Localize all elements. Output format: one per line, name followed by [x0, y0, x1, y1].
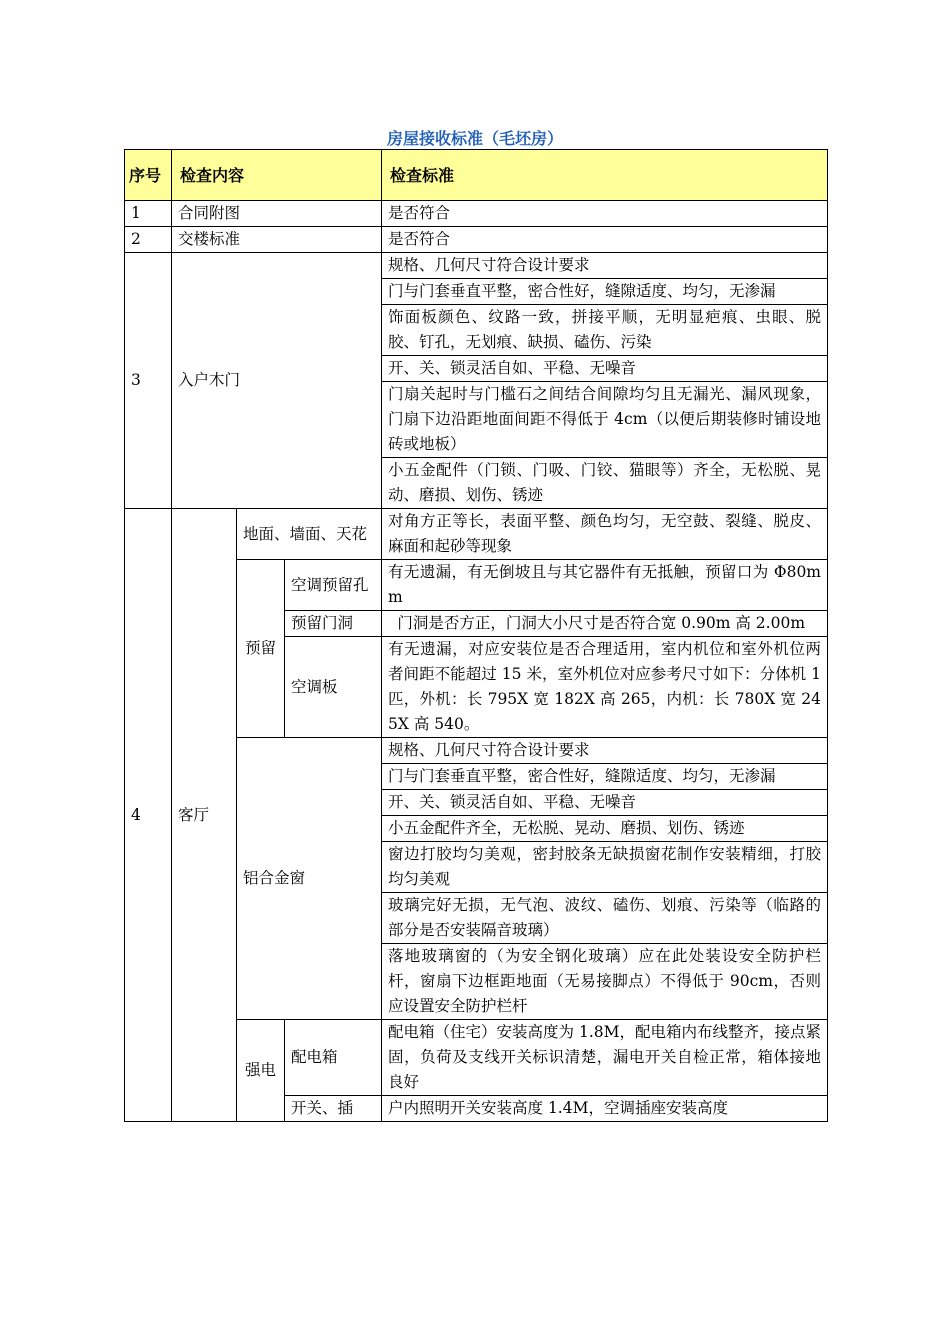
header-seq: 序号: [125, 150, 172, 201]
table-header-row: [125, 150, 828, 201]
sub-item-label: 配电箱: [285, 1020, 382, 1096]
aluminum-window-label: 铝合金窗: [237, 738, 382, 1020]
standard-cell: 小五金配件（门锁、门吸、门铰、猫眼等）齐全，无松脱、晃动、磨损、划伤、锈迹: [382, 458, 828, 509]
standard-cell: 开、关、锁灵活自如、平稳、无噪音: [382, 790, 828, 816]
standard-cell: 有无遗漏，有无倒坡且与其它器件有无抵触，预留口为 Φ80mm: [382, 560, 828, 611]
table-row: [125, 253, 828, 279]
standard-cell: 规格、几何尺寸符合设计要求: [382, 253, 828, 279]
seq-cell: 2: [125, 227, 172, 253]
page-title: 房屋接收标准（毛坯房）: [386, 129, 563, 148]
content-cell: 客厅: [172, 509, 237, 1122]
seq-cell: 1: [125, 201, 172, 227]
table-row: [125, 509, 828, 560]
standard-cell: 门与门套垂直平整，密合性好，缝隙适度、均匀，无渗漏: [382, 279, 828, 305]
standard-cell: 门扇关起时与门槛石之间结合间隙均匀且无漏光、漏风现象，门扇下边沿距地面间距不得低于 4cm（以便后期装修时铺设地砖或地板）: [382, 382, 828, 458]
inspection-standards-table: [124, 149, 828, 1122]
sub-item-label: 空调预留孔: [285, 560, 382, 611]
sub-item-label: 空调板: [285, 637, 382, 738]
standard-cell: 是否符合: [382, 201, 828, 227]
standard-cell: 玻璃完好无损，无气泡、波纹、磕伤、划痕、污染等（临路的部分是否安装隔音玻璃）: [382, 893, 828, 944]
header-content: 检查内容: [172, 150, 382, 201]
sub-item-label: 开关、插: [285, 1096, 382, 1122]
standard-cell: 饰面板颜色、纹路一致，拼接平顺，无明显疤痕、虫眼、脱胶、钉孔，无划痕、缺损、磕伤、污染: [382, 305, 828, 356]
header-standard: 检查标准: [382, 150, 828, 201]
standard-cell: 有无遗漏，对应安装位是否合理适用，室内机位和室外机位两者间距不能超过 15 米，室外机位对应参考尺寸如下：分体机 1 匹，外机：长 795X 宽 182X 高 265，内机：长 780X 宽 245X 高 540。: [382, 637, 828, 738]
standard-cell: 户内照明开关安装高度 1.4M，空调插座安装高度: [382, 1096, 828, 1122]
standard-cell: 开、关、锁灵活自如、平稳、无噪音: [382, 356, 828, 382]
content-cell: 交楼标准: [172, 227, 382, 253]
standard-cell: 窗边打胶均匀美观，密封胶条无缺损窗花制作安装精细，打胶均匀美观: [382, 842, 828, 893]
standard-cell: 门与门套垂直平整，密合性好，缝隙适度、均匀，无渗漏: [382, 764, 828, 790]
standard-cell: 是否符合: [382, 227, 828, 253]
seq-cell: 3: [125, 253, 172, 509]
standard-cell: 小五金配件齐全，无松脱、晃动、磨损、划伤、锈迹: [382, 816, 828, 842]
seq-cell: 4: [125, 509, 172, 1122]
electric-group-label: 强电: [237, 1020, 285, 1122]
floor-wall-ceiling-label: 地面、墙面、天花: [237, 509, 382, 560]
standard-cell: 规格、几何尺寸符合设计要求: [382, 738, 828, 764]
content-cell: 入户木门: [172, 253, 382, 509]
standard-cell: 门洞是否方正，门洞大小尺寸是否符合宽 0.90m 高 2.00m: [382, 611, 828, 637]
table-row: [125, 227, 828, 253]
table-row: [125, 201, 828, 227]
reserved-group-label: 预留: [237, 560, 285, 738]
content-cell: 合同附图: [172, 201, 382, 227]
standard-cell: 落地玻璃窗的（为安全钢化玻璃）应在此处装设安全防护栏杆，窗扇下边框距地面（无易接脚点）不得低于 90cm，否则应设置安全防护栏杆: [382, 944, 828, 1020]
standard-cell: 对角方正等长，表面平整、颜色均匀，无空鼓、裂缝、脱皮、麻面和起砂等现象: [382, 509, 828, 560]
standard-cell: 配电箱（住宅）安装高度为 1.8M，配电箱内布线整齐，接点紧固，负荷及支线开关标识清楚，漏电开关自检正常，箱体接地良好: [382, 1020, 828, 1096]
sub-item-label: 预留门洞: [285, 611, 382, 637]
